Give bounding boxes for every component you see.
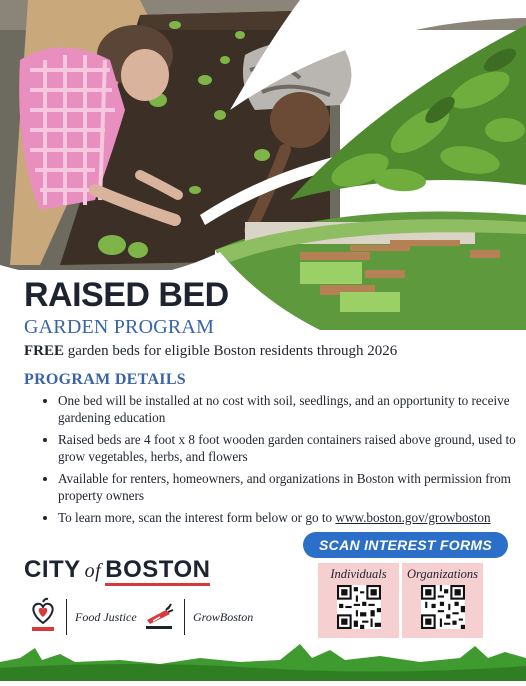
logo-boston: BOSTON bbox=[105, 557, 210, 586]
tagline bbox=[24, 343, 397, 360]
logo-of: of bbox=[84, 560, 102, 582]
qr-card-individuals[interactable] bbox=[318, 563, 399, 638]
city-of-boston-logo bbox=[24, 556, 210, 586]
scan-interest-forms-badge: SCAN INTEREST FORMS bbox=[303, 532, 508, 558]
heart-apple-icon bbox=[30, 597, 56, 638]
carrot-icon bbox=[144, 600, 174, 635]
program-details-list bbox=[40, 392, 526, 531]
learn-more-text: To learn more, scan the interest form below or go to bbox=[58, 510, 336, 525]
grass-footer bbox=[0, 640, 526, 681]
qr-card-organizations[interactable] bbox=[402, 563, 483, 638]
qr-caption-organizations: Organizations bbox=[406, 567, 479, 581]
page-title: RAISED BED bbox=[24, 276, 229, 314]
food-justice-label: Food Justice bbox=[75, 609, 137, 624]
qr-code-icon[interactable] bbox=[337, 585, 381, 629]
partner-divider bbox=[66, 599, 67, 635]
tagline-text: garden beds for eligible Boston residents through 2026 bbox=[64, 343, 398, 359]
list-item bbox=[58, 509, 526, 526]
food-justice-partner bbox=[30, 598, 137, 636]
list-item: • One bed will be installed at no cost with soil, seedlings, and an opportunity to receive gardening education bbox=[58, 392, 526, 426]
list-item: • Raised beds are 4 foot x 8 foot wooden garden containers raised above ground, used to grow vegetables, herbs, and flowers bbox=[58, 431, 526, 465]
program-details-heading: PROGRAM DETAILS bbox=[24, 371, 186, 388]
growboston-partner bbox=[144, 598, 253, 636]
page-subtitle: GARDEN PROGRAM bbox=[24, 316, 215, 338]
partner-divider bbox=[184, 599, 185, 635]
growboston-link[interactable]: www.boston.gov/growboston bbox=[335, 510, 491, 525]
tagline-free: FREE bbox=[24, 343, 65, 359]
qr-code-icon[interactable] bbox=[421, 585, 465, 629]
qr-caption-individuals: Individuals bbox=[330, 567, 387, 581]
growboston-label: GrowBoston bbox=[193, 609, 254, 624]
list-item: • Available for renters, homeowners, and organizations in Boston with permission from property owners bbox=[58, 470, 526, 504]
logo-city: CITY bbox=[24, 556, 81, 583]
